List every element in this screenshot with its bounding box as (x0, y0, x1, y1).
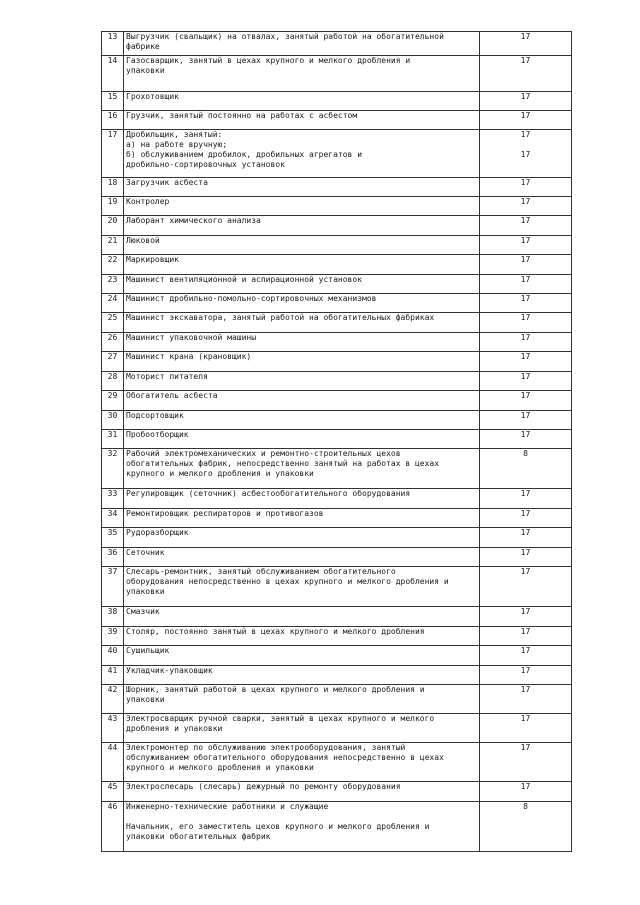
row-number: 23 (102, 275, 124, 294)
table-row (102, 372, 572, 391)
table-row (102, 509, 572, 528)
row-number: 46 (102, 802, 124, 852)
value-cell (480, 567, 572, 607)
value-cell (480, 802, 572, 852)
table-row (102, 32, 572, 56)
value-text: 17 (520, 567, 531, 576)
value-text: 17 (520, 391, 531, 400)
value-text: 17 (520, 178, 531, 187)
table-row (102, 489, 572, 509)
table-row (102, 567, 572, 607)
value-text: 17 (520, 607, 531, 616)
table-row (102, 333, 572, 352)
value-text: 8 (523, 802, 528, 811)
row-number: 24 (102, 294, 124, 313)
row-number: 45 (102, 782, 124, 802)
profession-name: Рабочий электромеханических и ремонтно-строительных цехов обогатительных фабрик, непосредственно занятый на работах в цехах крупного и мелкого дробления и упаковки (124, 449, 480, 489)
value-cell (480, 509, 572, 528)
profession-name: Обогатитель асбеста (124, 391, 480, 411)
value-cell (480, 607, 572, 627)
profession-name: Газосварщик, занятый в цехах крупного и мелкого дробления и упаковки (124, 56, 480, 92)
value-cell (480, 275, 572, 294)
value-text: 17 (520, 714, 531, 723)
value-text: 17 (520, 333, 531, 342)
table-row (102, 528, 572, 548)
value-text: 8 (523, 449, 528, 458)
row-number: 38 (102, 607, 124, 627)
value-cell (480, 56, 572, 92)
value-text: 17 (520, 313, 531, 322)
table-row (102, 411, 572, 430)
table-row (102, 627, 572, 646)
value-text: 17 (520, 743, 531, 752)
table-row (102, 685, 572, 714)
value-text: 17 (520, 646, 531, 655)
profession-name: Загрузчик асбеста (124, 178, 480, 197)
value-text: 17 (520, 352, 531, 361)
table-row (102, 802, 572, 852)
value-text: 17 (520, 548, 531, 557)
value-cell (480, 391, 572, 411)
value-text: 17 (520, 275, 531, 284)
value-text: 17 (520, 528, 531, 537)
value-cell (480, 372, 572, 391)
table-row (102, 236, 572, 255)
row-number: 13 (102, 32, 124, 56)
value-text: 17 (520, 150, 531, 159)
profession-name: Шорник, занятый работой в цехах крупного и мелкого дробления и упаковки (124, 685, 480, 714)
value-cell (480, 255, 572, 275)
table-row (102, 111, 572, 130)
table-row (102, 216, 572, 236)
table-row (102, 743, 572, 782)
value-cell (480, 646, 572, 666)
value-text: 17 (520, 255, 531, 264)
row-number: 29 (102, 391, 124, 411)
profession-name: Сеточник (124, 548, 480, 567)
profession-name: Контролер (124, 197, 480, 216)
profession-name: Машинист вентиляционной и аспирационной установок (124, 275, 480, 294)
value-text: 17 (520, 197, 531, 206)
profession-name: Выгрузчик (свальщик) на отвалах, занятый работой на обогатительной фабрике (124, 32, 480, 56)
row-number: 44 (102, 743, 124, 782)
value-cell (480, 352, 572, 372)
profession-name: Столяр, постоянно занятый в цехах крупного и мелкого дробления (124, 627, 480, 646)
value-text: 17 (520, 430, 531, 439)
row-number: 30 (102, 411, 124, 430)
profession-name: Смазчик (124, 607, 480, 627)
profession-name: Моторист питателя (124, 372, 480, 391)
row-number: 31 (102, 430, 124, 449)
value-text: 17 (520, 685, 531, 694)
profession-name: Электромонтер по обслуживанию электрооборудования, занятый обслуживанием обогатительного оборудования непосредственно в цехах крупного и мелкого дробления и упаковки (124, 743, 480, 782)
profession-name: Лаборант химического анализа (124, 216, 480, 236)
profession-name: Машинист упаковочной машины (124, 333, 480, 352)
value-cell (480, 430, 572, 449)
profession-name: Сушильщик (124, 646, 480, 666)
value-cell (480, 32, 572, 56)
value-cell (480, 294, 572, 313)
profession-name: Грохотовщик (124, 92, 480, 111)
table-row (102, 294, 572, 313)
value-cell (480, 92, 572, 111)
row-number: 26 (102, 333, 124, 352)
value-cell (480, 130, 572, 178)
table-row (102, 178, 572, 197)
profession-name: Регулировщик (сеточник) асбестообогатительного оборудования (124, 489, 480, 509)
value-text: 17 (520, 111, 531, 120)
table-row (102, 714, 572, 743)
value-text: 17 (520, 411, 531, 420)
row-number: 17 (102, 130, 124, 178)
row-number: 39 (102, 627, 124, 646)
value-cell (480, 627, 572, 646)
table-row (102, 197, 572, 216)
table-row (102, 430, 572, 449)
value-text: 17 (520, 92, 531, 101)
value-text: 17 (520, 666, 531, 675)
profession-name: Инженерно-технические работники и служащие Начальник, его заместитель цехов крупного и мелкого дробления и упаковки обогатительных фабрик (124, 802, 480, 852)
profession-name: Машинист дробильно-помольно-сортировочных механизмов (124, 294, 480, 313)
profession-name: Укладчик-упаковщик (124, 666, 480, 685)
row-number: 27 (102, 352, 124, 372)
table-row (102, 607, 572, 627)
row-number: 20 (102, 216, 124, 236)
row-number: 22 (102, 255, 124, 275)
row-number: 19 (102, 197, 124, 216)
row-number: 14 (102, 56, 124, 92)
profession-name: Слесарь-ремонтник, занятый обслуживанием обогатительного оборудования непосредственно в цехах крупного и мелкого дробления и упаковки (124, 567, 480, 607)
profession-name: Машинист экскаватора, занятый работой на обогатительных фабриках (124, 313, 480, 333)
value-cell (480, 714, 572, 743)
row-number: 15 (102, 92, 124, 111)
table-row (102, 56, 572, 92)
value-text: 17 (520, 216, 531, 225)
value-cell (480, 685, 572, 714)
value-text: 17 (520, 294, 531, 303)
profession-name: Рудоразборщик (124, 528, 480, 548)
value-text: 17 (520, 32, 531, 41)
value-cell (480, 197, 572, 216)
profession-name: Ремонтировщик респираторов и противогазов (124, 509, 480, 528)
value-cell (480, 216, 572, 236)
table-row (102, 666, 572, 685)
profession-name: Пробоотборщик (124, 430, 480, 449)
value-text: 17 (520, 627, 531, 636)
table-row (102, 313, 572, 333)
value-text: 17 (520, 782, 531, 791)
profession-name: Маркировщик (124, 255, 480, 275)
table-body (102, 32, 572, 852)
row-number: 33 (102, 489, 124, 509)
value-cell (480, 489, 572, 509)
value-cell (480, 666, 572, 685)
value-text: 17 (520, 489, 531, 498)
table-row (102, 352, 572, 372)
row-number: 42 (102, 685, 124, 714)
value-cell (480, 313, 572, 333)
table-row (102, 646, 572, 666)
profession-name: Подсортовщик (124, 411, 480, 430)
value-cell (480, 449, 572, 489)
value-cell (480, 111, 572, 130)
row-number: 18 (102, 178, 124, 197)
value-cell (480, 548, 572, 567)
table-row (102, 130, 572, 178)
row-number: 41 (102, 666, 124, 685)
value-cell (480, 528, 572, 548)
row-number: 34 (102, 509, 124, 528)
row-number: 32 (102, 449, 124, 489)
value-text: 17 (520, 130, 531, 139)
profession-name: Электрослесарь (слесарь) дежурный по ремонту оборудования (124, 782, 480, 802)
value-text: 17 (520, 236, 531, 245)
row-number: 36 (102, 548, 124, 567)
table-row (102, 449, 572, 489)
row-number: 16 (102, 111, 124, 130)
row-number: 40 (102, 646, 124, 666)
table-row (102, 275, 572, 294)
row-number: 35 (102, 528, 124, 548)
row-number: 28 (102, 372, 124, 391)
row-number: 25 (102, 313, 124, 333)
value-cell (480, 411, 572, 430)
profession-name: Люковой (124, 236, 480, 255)
value-text: 17 (520, 56, 531, 65)
value-cell (480, 782, 572, 802)
profession-name: Дробильщик, занятый: а) на работе вручную; б) обслуживанием дробилок, дробильных агрегатов и дробильно-сортировочных установок (124, 130, 480, 178)
value-cell (480, 178, 572, 197)
table-row (102, 92, 572, 111)
row-number: 21 (102, 236, 124, 255)
row-number: 43 (102, 714, 124, 743)
profession-name: Электросварщик ручной сварки, занятый в цехах крупного и мелкого дробления и упаковки (124, 714, 480, 743)
table-row (102, 255, 572, 275)
table-row (102, 391, 572, 411)
profession-name: Грузчик, занятый постоянно на работах с асбестом (124, 111, 480, 130)
profession-table (101, 31, 572, 852)
value-text: 17 (520, 509, 531, 518)
row-number: 37 (102, 567, 124, 607)
value-cell (480, 333, 572, 352)
table-row (102, 548, 572, 567)
profession-name: Машинист крана (крановщик) (124, 352, 480, 372)
value-text: 17 (520, 372, 531, 381)
value-cell (480, 743, 572, 782)
value-cell (480, 236, 572, 255)
table-row (102, 782, 572, 802)
